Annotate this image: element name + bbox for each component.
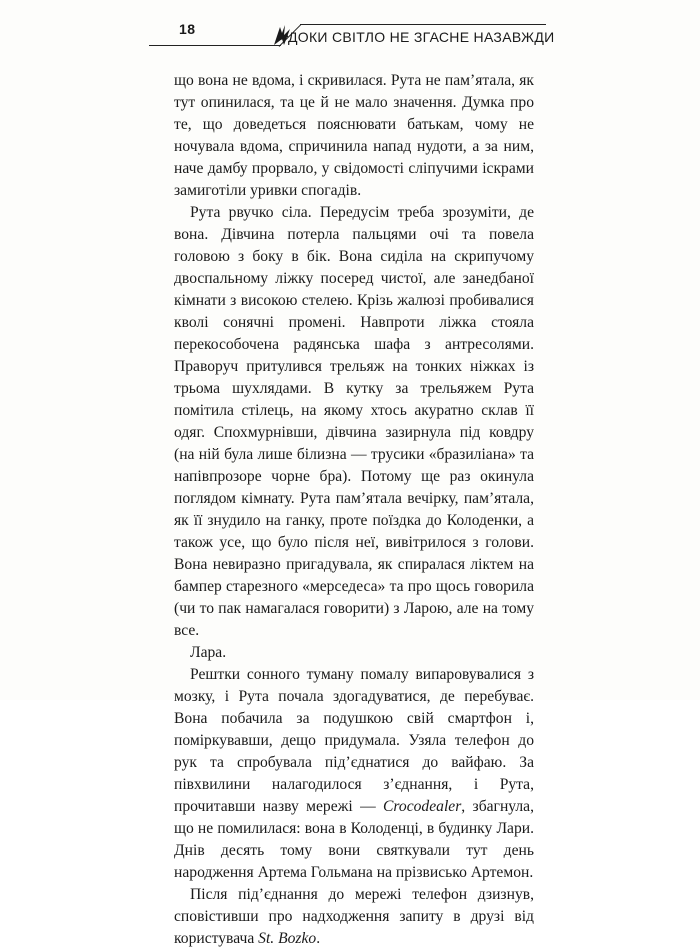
paragraph: що вона не вдома, і скривилася. Рута не пам’ятала, як тут опинилася, та це й не мало значення. Думка про те, що доведеться пояснювати батькам, чому не ночувала вдома, спричинила напад нудоти, а за ним, наче дамбу прорвало, у свідомості сліпучими іскрами замиготіли уривки спогадів.	[174, 72, 534, 199]
page-header	[149, 18, 555, 48]
header-rule	[149, 45, 281, 46]
paragraph: Після під’єднання до мережі телефон дзизнув, сповістивши про надходження запиту в друзі від користувача St. Bozko.	[174, 886, 534, 947]
username: St. Bozko	[258, 930, 317, 947]
network-name: Crocodealer	[383, 798, 462, 815]
body-text	[174, 70, 534, 950]
page-number: 18	[179, 21, 196, 37]
paragraph: Рута рвучко сіла. Передусім треба зрозуміти, де вона. Дівчина потерла пальцями очі та повела головою з боку в бік. Вона сиділа на скрипучому двоспальному ліжку посеред чистої, але занедбаної кімнати з високою стелею. Крізь жалюзі пробивалися кволі сонячні промені. Навпроти ліжка стояла перекособочена радянська шафа з антресолями. Праворуч притулився трельяж на тонких ніжках із трьома шухлядами. В кутку за трельяжем Рута помітила стілець, на якому хтось акуратно склав її одяг. Спохмурнівши, дівчина зазирнула під ковдру (на ній була лише білизна — трусики «бразиліана» та напівпрозоре чорне бра). Потому ще раз окинула поглядом кімнату. Рута пам’ятала вечірку, пам’ятала, як її знудило на ганку, проте поїздка до Колоденки, а також усе, що було після неї, вивітрилося з голови. Вона невиразно пригадувала, як спиралася ліктем на бампер старезного «мерседеса» та про щось говорила (чи то пак намагалася говорити) з Ларою, але на тому все.	[174, 204, 534, 639]
running-title: ДОКИ СВІТЛО НЕ ЗГАСНЕ НАЗАВЖДИ	[288, 29, 555, 45]
header-top-rule	[300, 24, 546, 25]
paragraph: Рештки сонного туману помалу випаровувалися з мозку, і Рута почала здогадуватися, де перебуває. Вона побачила за подушкою свій смартфон і, поміркувавши, дещо придумала. Узяла телефон до рук та спробувала під’єднатися до вайфаю. За півхвилини налагодилося з’єднання, і Рута, прочитавши назву мережі — Crocodealer, збагнула, що не помилилася: вона в Колоденці, в будинку Лари. Днів десять тому вони святкували тут день народження Артема Гольмана на прізвисько Артемон.	[174, 666, 534, 881]
paragraph: Лара.	[190, 644, 227, 661]
